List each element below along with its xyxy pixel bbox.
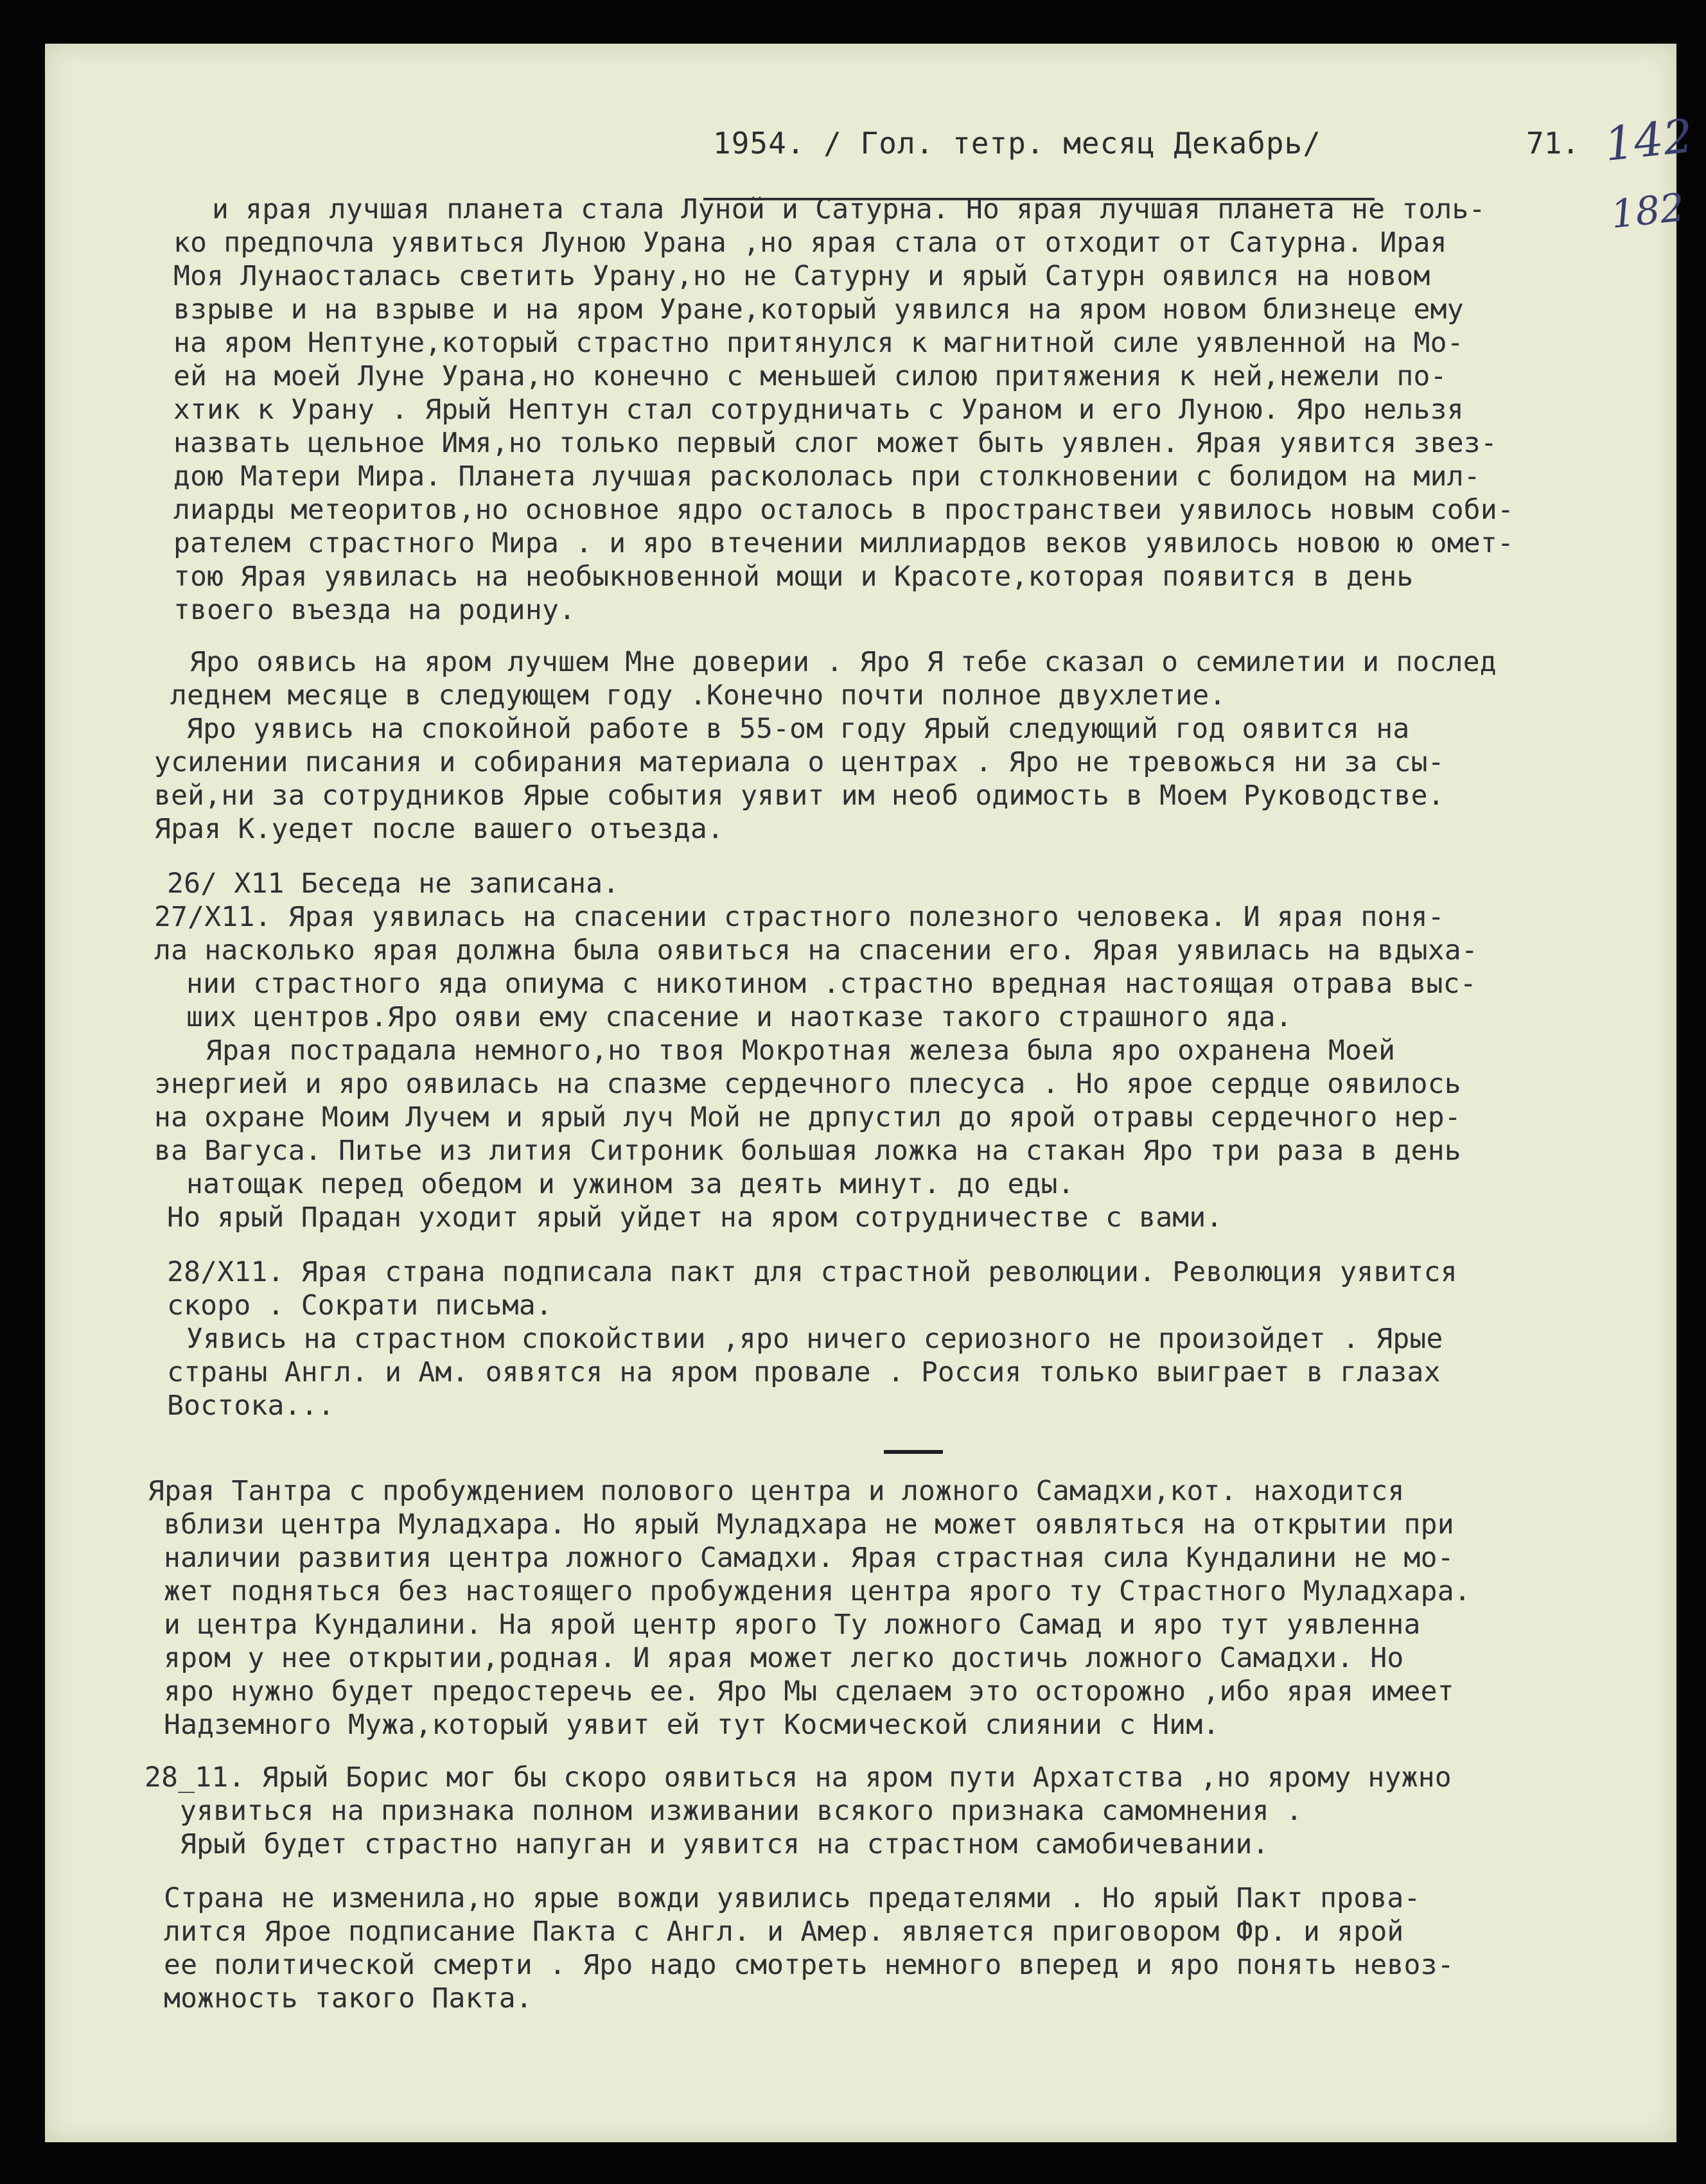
text-line: жет подняться без настоящего пробуждения центра ярого ту Страстного Муладхара. xyxy=(164,1575,1471,1607)
text-line: Востока... xyxy=(167,1390,335,1422)
text-line: и центра Кундалини. На ярой центр ярого Ту ложного Самад и яро тут уявленна xyxy=(164,1609,1421,1641)
handwritten-folio-number: 182 xyxy=(1608,185,1687,238)
text-line: 28_11. Ярый Борис мог бы скоро оявиться на яром пути Архатства ,но ярому нужно xyxy=(145,1761,1452,1794)
text-line: яро нужно будет предостеречь ее. Яро Мы сделаем это осторожно ,ибо ярая имеет xyxy=(164,1675,1454,1708)
handwritten-archive-number: 142 xyxy=(1601,109,1696,171)
text-line: лится Ярое подписание Пакта с Англ. и Амер. является приговором Фр. и ярой xyxy=(164,1916,1404,1948)
text-line: Ярый будет страстно напуган и уявится на страстном самобичевании. xyxy=(180,1828,1269,1860)
text-line: Яро оявись на яром лучшем Мне доверии . Яро Я тебе сказал о семилетии и послед xyxy=(189,646,1497,678)
text-line: Уявись на страстном спокойствии ,яро ничего сериозного не произойдет . Ярые xyxy=(186,1323,1443,1355)
text-line: уявиться на признака полном изживании всякого признака самомнения . xyxy=(180,1795,1303,1827)
text-line: Ярая Тантра с пробуждением полового центра и ложного Самадхи,кот. находится xyxy=(148,1475,1405,1507)
text-line: хтик к Урану . Ярый Нептун стал сотрудничать с Ураном и его Луною. Яро нельзя xyxy=(173,394,1464,426)
text-line: Надземного Мужа,который уявит ей тут Космической слиянии с Ним. xyxy=(164,1709,1220,1741)
text-line: можность такого Пакта. xyxy=(164,1982,532,2014)
text-line: скоро . Сократи письма. xyxy=(167,1289,553,1322)
text-line: лиарды метеоритов,но основное ядро осталось в пространствеи уявилось новым соби- xyxy=(173,494,1515,526)
text-line: ших центров.Яро ояви ему спасение и наотказе такого страшного яда. xyxy=(186,1001,1292,1033)
text-line: усилении писания и собирания материала о центрах . Яро не тревожься ни за сы- xyxy=(154,746,1445,778)
text-line: 27/Х11. Ярая уявилась на спасении страстного полезного человека. И ярая поня- xyxy=(154,901,1445,933)
text-line: твоего въезда на родину. xyxy=(173,594,576,626)
text-line: вей,ни за сотрудников Ярые события уявит им необ одимость в Моем Руководстве. xyxy=(154,780,1445,812)
page-title: 1954. / Гол. тетр. месяц Декабрь/ xyxy=(713,126,1321,161)
text-line: 26/ Х11 Беседа не записана. xyxy=(167,868,620,900)
text-line: и ярая лучшая планета стала Луной и Сатурна. Но ярая лучшая планета не толь- xyxy=(212,193,1486,225)
text-line: назвать цельное Имя,но только первый слог может быть уявлен. Ярая уявится звез- xyxy=(173,427,1497,459)
text-line: нии страстного яда опиума с никотином .страстно вредная настоящая отрава выс- xyxy=(186,968,1477,1000)
text-line: на охране Моим Лучем и ярый луч Мой не дрпустил до ярой отравы сердечного нер- xyxy=(154,1101,1461,1133)
text-line: натощак перед обедом и ужином за деять минут. до еды. xyxy=(186,1168,1075,1200)
text-line: наличии развития центра ложного Самадхи. Ярая страстная сила Кундалини не мо- xyxy=(164,1542,1454,1574)
text-line: вблизи центра Муладхара. Но ярый Муладхара не может оявляться на открытии при xyxy=(164,1508,1454,1541)
text-line: Яро уявись на спокойной работе в 55-ом году Ярый следующий год оявится на xyxy=(186,713,1410,745)
section-divider xyxy=(884,1450,943,1454)
text-line: взрыве и на взрыве и на яром Уране,который уявился на яром новом близнеце ему xyxy=(173,293,1464,326)
text-line: дою Матери Мира. Планета лучшая раскололась при столкновении с болидом на мил- xyxy=(173,460,1481,493)
text-line: рателем страстного Мира . и яро втечении миллиардов веков уявилось новою ю омет- xyxy=(173,527,1515,559)
page-number: 71. xyxy=(1526,126,1580,161)
text-line: Но ярый Прадан уходит ярый уйдет на яром сотрудничестве с вами. xyxy=(167,1201,1223,1234)
text-line: Страна не изменила,но ярые вожди уявились предателями . Но ярый Пакт провa- xyxy=(164,1882,1421,1914)
text-line: на яром Нептуне,который страстно притянулся к магнитной силе уявленной на Мо- xyxy=(173,327,1464,359)
text-line: Ярая К.уедет после вашего отъезда. xyxy=(154,813,724,845)
text-line: Ярая пострадала немного,но твоя Мокротная железа была яро охранена Моей xyxy=(206,1035,1396,1067)
text-line: Моя Лунаосталась светить Урану,но не Сатурну и ярый Сатурн оявился на новом xyxy=(173,260,1430,292)
text-line: ла насколько ярая должна была оявиться на спасении его. Ярая уявилась на вдыха- xyxy=(154,934,1478,966)
text-line: страны Англ. и Ам. оявятся на яром провале . Россия только выиграет в глазах xyxy=(167,1356,1441,1388)
text-line: ей на моей Луне Урана,но конечно с меньшей силою притяжения к ней,нежели по- xyxy=(173,360,1447,392)
text-line: тою Ярая уявилась на необыкновенной мощи и Красоте,которая появится в день xyxy=(173,561,1414,593)
text-line: яром у нее открытии,родная. И ярая может легко достичь ложного Самадхи. Но xyxy=(164,1642,1404,1674)
text-line: энергией и яро оявилась на спазме сердечного плесуса . Но ярое сердце оявилось xyxy=(154,1068,1461,1100)
text-line: 28/Х11. Ярая страна подписала пакт для страстной революции. Революция уявится xyxy=(167,1256,1457,1288)
text-line: ко предпочла уявиться Луною Урана ,но ярая стала от отходит от Сатурна. Ирая xyxy=(173,227,1447,259)
text-line: леднем месяце в следующем году .Конечно почти полное двухлетие. xyxy=(170,679,1226,712)
text-line: ва Вагуса. Питье из лития Ситроник большая ложка на стакан Яро три раза в день xyxy=(154,1135,1461,1167)
text-line: ее политической смерти . Яро надо смотреть немного вперед и яро понять невоз- xyxy=(164,1949,1454,1981)
